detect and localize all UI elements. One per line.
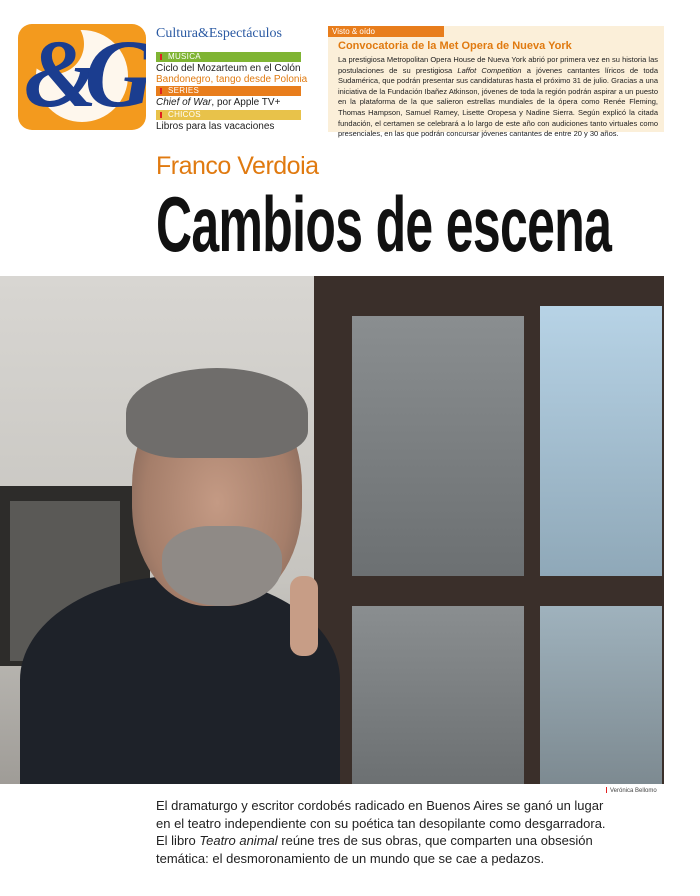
section-title: Cultura&Espectáculos [156, 26, 282, 41]
visto-oido-headline: Convocatoria de la Met Opera de Nueva York [338, 40, 572, 52]
visto-oido-tag: Visto & oído [328, 26, 444, 37]
photo-credit: Verónica Bellomo [606, 787, 657, 794]
photo-subject-hair [126, 368, 308, 458]
category-chicos: CHICOS [156, 110, 301, 120]
article-headline: Cambios de escena [156, 180, 612, 268]
article-lead [156, 797, 612, 867]
series-item[interactable] [156, 97, 280, 109]
photo-glass-pane [352, 316, 524, 576]
visto-body-part2: a jóvenes cantantes líricos de toda Sudamérica, que podrán presentar sus candidaturas hasta el próximo 31 de julio. Gracias a una iniciativa de la Fundación Ibañez Atkinson, jóvenes de toda la región podrán aspirar a un puesto en la plataforma de la que salieron estrellas mundiales de la ópera como Renée Fleming, Thomas Hampson, Samuel Ramey, Lisette Oropesa y Nadine Sierra. Según explicó la citada fundación, el certamen se celebrará a lo largo de este año con audiciones tanto virtuales como presenciales, en las que podrán concursar jóvenes cantantes de entre 20 y 30 años. [338, 65, 659, 139]
lead-part1: El dramaturgo y escritor cordobés radicado en Buenos Aires se ganó un lugar en el teatro independiente con su poética tan desopilante como desgarradora. El libro [156, 798, 606, 848]
musica-item-2[interactable]: Bandonegro, tango desde Polonia [156, 74, 308, 85]
photo-subject-hand [290, 576, 318, 656]
photo-subject-beard [162, 526, 282, 606]
visto-body-part1: La prestigiosa Metropolitan Opera House de Nueva York abrió por primera vez en su historia las postulaciones de su prestigiosa [338, 55, 658, 75]
photo-glass-pane [540, 606, 662, 784]
series-rest: , por Apple TV+ [211, 97, 281, 108]
visto-body-italic: Laffot Competition [457, 65, 522, 75]
photo-glass-pane [352, 606, 524, 784]
lead-part2: reúne tres de sus obras, que comparten una obsesión temática: el desmoronamiento de un mundo que se cae a pedazos. [156, 833, 593, 866]
section-logo [18, 24, 146, 130]
lead-italic: Teatro animal [199, 833, 278, 848]
article-author: Franco Verdoia [156, 152, 319, 180]
musica-item-1[interactable]: Ciclo del Mozarteum en el Colón [156, 63, 301, 74]
category-series: SERIES [156, 86, 301, 96]
series-title: Chief of War [156, 97, 212, 108]
logo-glyph: &G [24, 24, 140, 127]
visto-oido-body [338, 55, 658, 140]
category-musica: MUSICA [156, 52, 301, 62]
photo-glass-pane [540, 306, 662, 576]
chicos-item[interactable]: Libros para las vacaciones [156, 121, 275, 132]
visto-oido-box [328, 26, 664, 139]
article-photo [0, 276, 664, 784]
